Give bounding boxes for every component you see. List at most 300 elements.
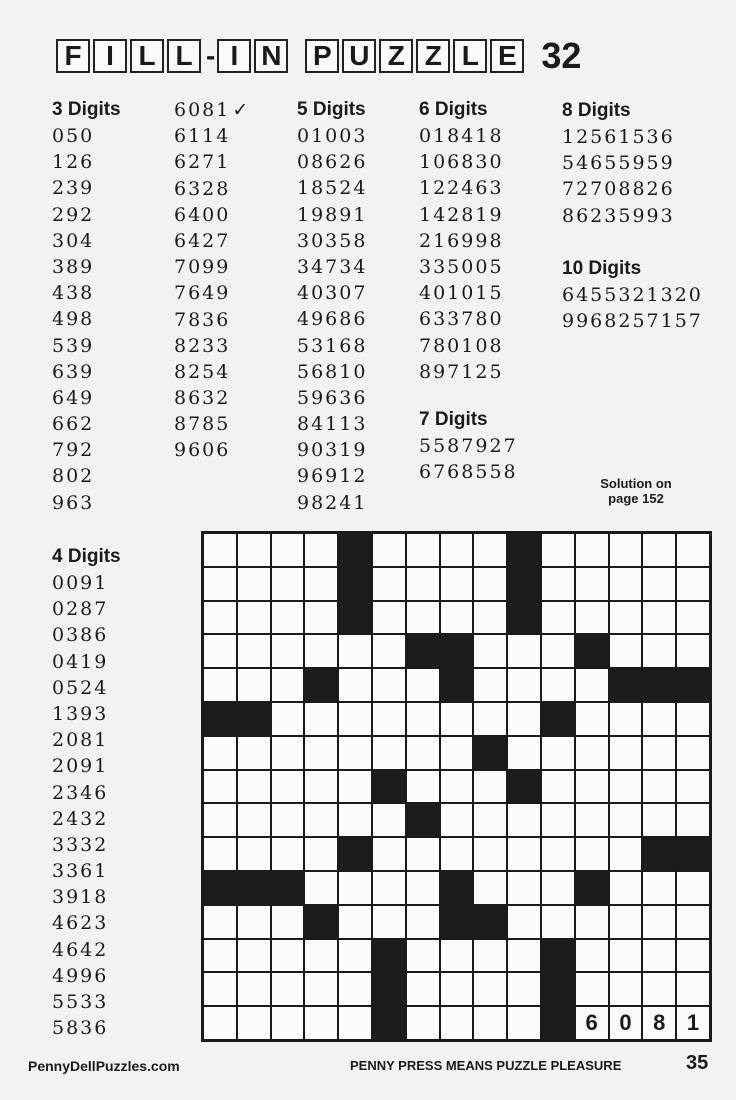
grid-cell[interactable]	[304, 601, 338, 635]
grid-cell[interactable]	[406, 533, 440, 567]
number-entry	[52, 910, 121, 936]
grid-cell[interactable]	[609, 871, 643, 905]
grid-cell[interactable]	[372, 702, 406, 736]
grid-cell[interactable]	[203, 1006, 237, 1040]
grid-cell[interactable]	[304, 972, 338, 1006]
checkmark-icon: ✓	[232, 99, 251, 121]
grid-cell[interactable]	[237, 803, 271, 837]
number-text: 6271	[174, 151, 231, 174]
grid-cell[interactable]	[237, 634, 271, 668]
grid-cell[interactable]	[541, 770, 575, 804]
grid-cell[interactable]	[203, 770, 237, 804]
grid-cell[interactable]	[642, 702, 676, 736]
grid-cell[interactable]	[304, 702, 338, 736]
grid-cell[interactable]	[440, 770, 474, 804]
number-entry	[52, 570, 121, 596]
number-text: 9968257157	[562, 310, 703, 333]
grid-cell[interactable]	[642, 567, 676, 601]
grid-cell[interactable]	[406, 736, 440, 770]
grid-cell[interactable]	[372, 837, 406, 871]
grid-cell[interactable]	[541, 567, 575, 601]
black-cell	[440, 634, 474, 668]
number-text: 662	[52, 413, 95, 436]
grid-cell[interactable]	[304, 770, 338, 804]
grid-cell[interactable]	[271, 702, 305, 736]
black-cell	[541, 702, 575, 736]
grid-cell[interactable]	[338, 702, 372, 736]
grid-cell[interactable]	[237, 668, 271, 702]
number-entry	[52, 858, 121, 884]
grid-cell[interactable]	[271, 736, 305, 770]
grid-cell[interactable]	[406, 668, 440, 702]
grid-cell[interactable]	[440, 567, 474, 601]
grid-cell[interactable]	[541, 668, 575, 702]
grid-cell[interactable]	[575, 736, 609, 770]
number-entry	[419, 433, 518, 459]
grid-cell[interactable]	[440, 939, 474, 973]
grid-cell[interactable]	[440, 803, 474, 837]
grid-cell[interactable]	[642, 972, 676, 1006]
number-entry	[52, 228, 121, 254]
grid-cell[interactable]	[237, 905, 271, 939]
number-entry	[297, 411, 367, 437]
grid-cell[interactable]	[642, 871, 676, 905]
grid-cell[interactable]	[473, 702, 507, 736]
number-entry	[297, 175, 367, 201]
footer-slogan: PENNY PRESS MEANS PUZZLE PLEASURE	[350, 1058, 622, 1073]
title-letter: I	[217, 39, 251, 73]
grid-cell[interactable]	[541, 837, 575, 871]
grid-cell[interactable]	[304, 871, 338, 905]
grid-cell[interactable]	[676, 939, 710, 973]
grid-cell[interactable]	[237, 939, 271, 973]
black-cell	[406, 803, 440, 837]
grid-cell[interactable]	[642, 939, 676, 973]
grid-cell[interactable]	[473, 1006, 507, 1040]
grid-cell[interactable]	[609, 803, 643, 837]
list-header: 7 Digits	[419, 409, 488, 430]
number-entry	[52, 727, 121, 753]
number-text: 86235993	[562, 204, 675, 227]
grid-cell[interactable]	[676, 803, 710, 837]
number-entry	[52, 596, 121, 622]
number-entry	[297, 463, 367, 489]
grid-cell[interactable]	[642, 803, 676, 837]
grid-cell[interactable]	[575, 601, 609, 635]
grid-cell[interactable]	[440, 736, 474, 770]
solution-note	[588, 476, 684, 506]
grid-cell[interactable]	[507, 905, 541, 939]
grid-cell[interactable]	[676, 871, 710, 905]
grid-cell[interactable]	[676, 567, 710, 601]
number-entry	[52, 701, 121, 727]
number-text: 0287	[52, 598, 109, 621]
grid-cell[interactable]	[338, 668, 372, 702]
grid-cell[interactable]	[271, 905, 305, 939]
grid-cell[interactable]	[609, 634, 643, 668]
grid-cell[interactable]	[203, 668, 237, 702]
black-cell	[271, 871, 305, 905]
three-digit-list	[52, 97, 121, 516]
number-entry	[174, 307, 250, 333]
grid-cell[interactable]	[372, 736, 406, 770]
grid-cell[interactable]	[609, 601, 643, 635]
grid-cell[interactable]	[575, 770, 609, 804]
list-header: 8 Digits	[562, 100, 631, 121]
number-text: 3332	[52, 833, 109, 856]
number-text: 780108	[419, 334, 504, 357]
grid-cell[interactable]	[406, 601, 440, 635]
grid-cell[interactable]	[203, 567, 237, 601]
grid-cell[interactable]	[575, 837, 609, 871]
black-cell	[372, 1006, 406, 1040]
number-entry	[52, 490, 121, 516]
black-cell	[440, 905, 474, 939]
number-entry	[297, 254, 367, 280]
number-text: 96912	[297, 465, 368, 488]
number-entry	[419, 280, 504, 306]
grid-cell[interactable]	[541, 533, 575, 567]
grid-cell[interactable]	[304, 939, 338, 973]
black-cell	[676, 837, 710, 871]
grid-cell[interactable]	[541, 634, 575, 668]
grid-cell[interactable]	[507, 972, 541, 1006]
grid-cell[interactable]	[271, 770, 305, 804]
grid-cell[interactable]	[304, 567, 338, 601]
grid-cell[interactable]	[642, 533, 676, 567]
grid-cell[interactable]	[507, 736, 541, 770]
grid-cell[interactable]	[203, 939, 237, 973]
number-text: 539	[52, 334, 95, 357]
grid-cell[interactable]	[406, 1006, 440, 1040]
number-entry	[562, 203, 675, 229]
grid-cell[interactable]	[609, 939, 643, 973]
website-link: PennyDellPuzzles.com	[28, 1058, 180, 1074]
grid-cell[interactable]	[372, 905, 406, 939]
number-entry	[52, 753, 121, 779]
number-text: 6427	[174, 229, 231, 252]
grid-cell[interactable]	[676, 533, 710, 567]
number-entry	[52, 675, 121, 701]
grid-cell[interactable]	[203, 905, 237, 939]
number-entry	[174, 176, 250, 202]
grid-cell[interactable]	[237, 736, 271, 770]
number-entry	[52, 385, 121, 411]
title-letter: P	[305, 39, 339, 73]
grid-cell[interactable]	[676, 770, 710, 804]
grid-cell[interactable]	[473, 668, 507, 702]
number-entry	[52, 280, 121, 306]
grid-cell[interactable]	[609, 770, 643, 804]
grid-cell[interactable]	[473, 972, 507, 1006]
grid-cell[interactable]	[406, 770, 440, 804]
number-entry	[297, 385, 367, 411]
black-cell	[507, 770, 541, 804]
puzzle-number: 32	[541, 35, 582, 76]
grid-cell[interactable]	[372, 567, 406, 601]
number-entry	[174, 97, 250, 123]
number-text: 2346	[52, 781, 109, 804]
grid-cell[interactable]	[473, 803, 507, 837]
grid-cell[interactable]	[642, 736, 676, 770]
grid-cell[interactable]	[642, 634, 676, 668]
grid-cell[interactable]	[271, 533, 305, 567]
grid-cell[interactable]	[237, 1006, 271, 1040]
grid-cell[interactable]	[338, 736, 372, 770]
number-text: 802	[52, 465, 95, 488]
grid-cell[interactable]	[203, 837, 237, 871]
grid-cell[interactable]	[271, 972, 305, 1006]
grid-cell[interactable]	[271, 668, 305, 702]
grid-cell[interactable]	[473, 770, 507, 804]
grid-cell[interactable]	[338, 1006, 372, 1040]
number-text: 5533	[52, 991, 109, 1013]
grid-cell[interactable]	[541, 871, 575, 905]
black-cell	[237, 871, 271, 905]
number-text: 40307	[297, 282, 368, 305]
grid-cell[interactable]	[575, 702, 609, 736]
grid-cell[interactable]	[575, 972, 609, 1006]
number-text: 389	[52, 255, 95, 278]
grid-cell[interactable]	[271, 601, 305, 635]
grid-cell[interactable]	[609, 905, 643, 939]
grid-cell[interactable]	[338, 634, 372, 668]
grid-cell[interactable]	[440, 702, 474, 736]
grid-cell[interactable]	[237, 533, 271, 567]
grid-cell[interactable]	[541, 905, 575, 939]
grid-cell[interactable]	[271, 939, 305, 973]
grid-cell[interactable]	[338, 905, 372, 939]
grid-cell[interactable]	[304, 634, 338, 668]
grid-cell[interactable]	[203, 634, 237, 668]
grid-cell[interactable]	[372, 601, 406, 635]
puzzle-grid	[201, 531, 712, 1042]
grid-cell[interactable]	[642, 770, 676, 804]
grid-cell[interactable]	[507, 668, 541, 702]
number-text: 633780	[419, 308, 504, 331]
number-text: 126	[52, 151, 95, 174]
grid-cell[interactable]	[271, 837, 305, 871]
grid-cell[interactable]: 8	[642, 1006, 676, 1040]
black-cell	[676, 668, 710, 702]
grid-cell[interactable]	[473, 601, 507, 635]
seven-digit-list	[419, 407, 518, 485]
grid-cell[interactable]	[507, 871, 541, 905]
black-cell	[304, 668, 338, 702]
grid-cell[interactable]	[406, 567, 440, 601]
grid-cell[interactable]	[406, 871, 440, 905]
grid-cell[interactable]	[575, 668, 609, 702]
grid-cell[interactable]	[609, 567, 643, 601]
black-cell	[507, 601, 541, 635]
number-entry	[52, 437, 121, 463]
number-text: 4996	[52, 964, 109, 987]
grid-cell[interactable]	[406, 905, 440, 939]
grid-cell[interactable]	[203, 533, 237, 567]
grid-cell[interactable]	[473, 871, 507, 905]
number-entry	[52, 989, 121, 1015]
grid-cell[interactable]	[271, 634, 305, 668]
grid-cell[interactable]	[372, 803, 406, 837]
six-digit-list	[419, 97, 504, 385]
grid-cell[interactable]	[575, 905, 609, 939]
number-entry	[52, 175, 121, 201]
number-text: 3918	[52, 886, 109, 909]
grid-cell[interactable]	[575, 533, 609, 567]
grid-cell[interactable]	[406, 702, 440, 736]
title-letter: I	[93, 39, 127, 73]
number-entry	[52, 1015, 121, 1041]
grid-cell[interactable]	[676, 736, 710, 770]
grid-cell[interactable]	[440, 601, 474, 635]
number-text: 19891	[297, 203, 368, 226]
grid-cell[interactable]	[609, 702, 643, 736]
title-letter: L	[130, 39, 164, 73]
number-text: 0386	[52, 624, 109, 647]
grid-cell[interactable]	[237, 770, 271, 804]
number-text: 8785	[174, 413, 231, 436]
grid-cell[interactable]	[406, 972, 440, 1006]
number-entry	[562, 176, 675, 202]
grid-cell[interactable]	[575, 939, 609, 973]
page-number: 35	[686, 1052, 709, 1074]
number-text: 8254	[174, 360, 231, 383]
grid-cell[interactable]	[676, 905, 710, 939]
number-text: 6455321320	[562, 284, 703, 306]
grid-cell[interactable]: 6	[575, 1006, 609, 1040]
black-cell	[541, 1006, 575, 1040]
number-entry	[52, 306, 121, 332]
number-text: 639	[52, 360, 95, 383]
number-entry	[174, 359, 250, 385]
grid-cell[interactable]	[609, 533, 643, 567]
grid-cell[interactable]	[203, 972, 237, 1006]
grid-cell[interactable]	[338, 939, 372, 973]
number-entry	[52, 359, 121, 385]
grid-cell[interactable]: 0	[609, 1006, 643, 1040]
number-entry	[297, 202, 367, 228]
grid-cell[interactable]	[440, 972, 474, 1006]
grid-cell[interactable]	[372, 668, 406, 702]
grid-cell[interactable]	[440, 1006, 474, 1040]
grid-cell[interactable]	[237, 567, 271, 601]
grid-cell[interactable]	[473, 939, 507, 973]
grid-cell[interactable]	[473, 533, 507, 567]
grid-cell[interactable]	[676, 601, 710, 635]
list-header: 10 Digits	[562, 258, 642, 279]
number-entry	[419, 306, 504, 332]
grid-cell[interactable]	[541, 803, 575, 837]
grid-cell[interactable]	[338, 770, 372, 804]
number-entry	[174, 280, 250, 306]
grid-cell[interactable]	[507, 939, 541, 973]
grid-cell[interactable]	[676, 972, 710, 1006]
number-text: 142819	[419, 203, 504, 226]
number-text: 292	[52, 203, 95, 226]
grid-cell[interactable]: 1	[676, 1006, 710, 1040]
grid-cell[interactable]	[642, 601, 676, 635]
number-entry	[174, 228, 250, 254]
grid-cell[interactable]	[507, 702, 541, 736]
grid-cell[interactable]	[541, 601, 575, 635]
grid-cell[interactable]	[271, 567, 305, 601]
grid-cell[interactable]	[338, 972, 372, 1006]
grid-cell[interactable]	[372, 634, 406, 668]
grid-cell[interactable]	[304, 1006, 338, 1040]
number-text: 897125	[419, 360, 504, 383]
black-cell	[642, 668, 676, 702]
black-cell	[372, 972, 406, 1006]
grid-cell[interactable]	[507, 803, 541, 837]
number-entry	[419, 333, 504, 359]
number-entry	[562, 308, 703, 334]
grid-cell[interactable]	[676, 634, 710, 668]
grid-cell[interactable]	[676, 702, 710, 736]
number-text: 122463	[419, 177, 504, 200]
grid-cell[interactable]	[473, 634, 507, 668]
list-header: 3 Digits	[52, 99, 121, 120]
number-text: 5836	[52, 1017, 109, 1040]
number-text: 12561536	[562, 126, 675, 148]
grid-cell[interactable]	[203, 803, 237, 837]
black-cell	[372, 939, 406, 973]
number-text: 498	[52, 308, 95, 331]
grid-cell[interactable]	[203, 601, 237, 635]
black-cell	[440, 871, 474, 905]
number-entry	[419, 202, 504, 228]
grid-cell[interactable]	[642, 905, 676, 939]
grid-cell[interactable]	[372, 533, 406, 567]
grid-cell[interactable]	[507, 1006, 541, 1040]
grid-cell[interactable]	[541, 736, 575, 770]
grid-cell[interactable]	[575, 567, 609, 601]
number-text: 050	[52, 125, 95, 147]
grid-cell[interactable]	[609, 972, 643, 1006]
grid-cell[interactable]	[304, 736, 338, 770]
solution-page: page 152	[608, 491, 664, 506]
grid-cell[interactable]	[237, 837, 271, 871]
grid-cell[interactable]	[338, 803, 372, 837]
grid-cell[interactable]	[304, 803, 338, 837]
black-cell	[338, 533, 372, 567]
grid-cell[interactable]	[237, 972, 271, 1006]
grid-cell[interactable]	[609, 736, 643, 770]
grid-cell[interactable]	[440, 837, 474, 871]
number-entry	[174, 411, 250, 437]
number-text: 72708826	[562, 178, 675, 201]
four-digit-list	[52, 544, 121, 1041]
grid-cell[interactable]	[406, 939, 440, 973]
grid-cell[interactable]	[304, 533, 338, 567]
grid-cell[interactable]	[575, 803, 609, 837]
grid-cell[interactable]	[406, 837, 440, 871]
grid-cell[interactable]	[440, 533, 474, 567]
grid-cell[interactable]	[338, 871, 372, 905]
grid-cell[interactable]	[237, 601, 271, 635]
grid-cell[interactable]	[304, 837, 338, 871]
grid-cell[interactable]	[271, 1006, 305, 1040]
grid-cell[interactable]	[203, 736, 237, 770]
grid-cell[interactable]	[507, 837, 541, 871]
grid-cell[interactable]	[507, 634, 541, 668]
grid-cell[interactable]	[271, 803, 305, 837]
grid-cell[interactable]	[473, 837, 507, 871]
grid-cell[interactable]	[372, 871, 406, 905]
grid-cell[interactable]	[473, 567, 507, 601]
number-text: 4642	[52, 938, 109, 961]
number-entry	[419, 175, 504, 201]
grid-cell[interactable]	[609, 837, 643, 871]
